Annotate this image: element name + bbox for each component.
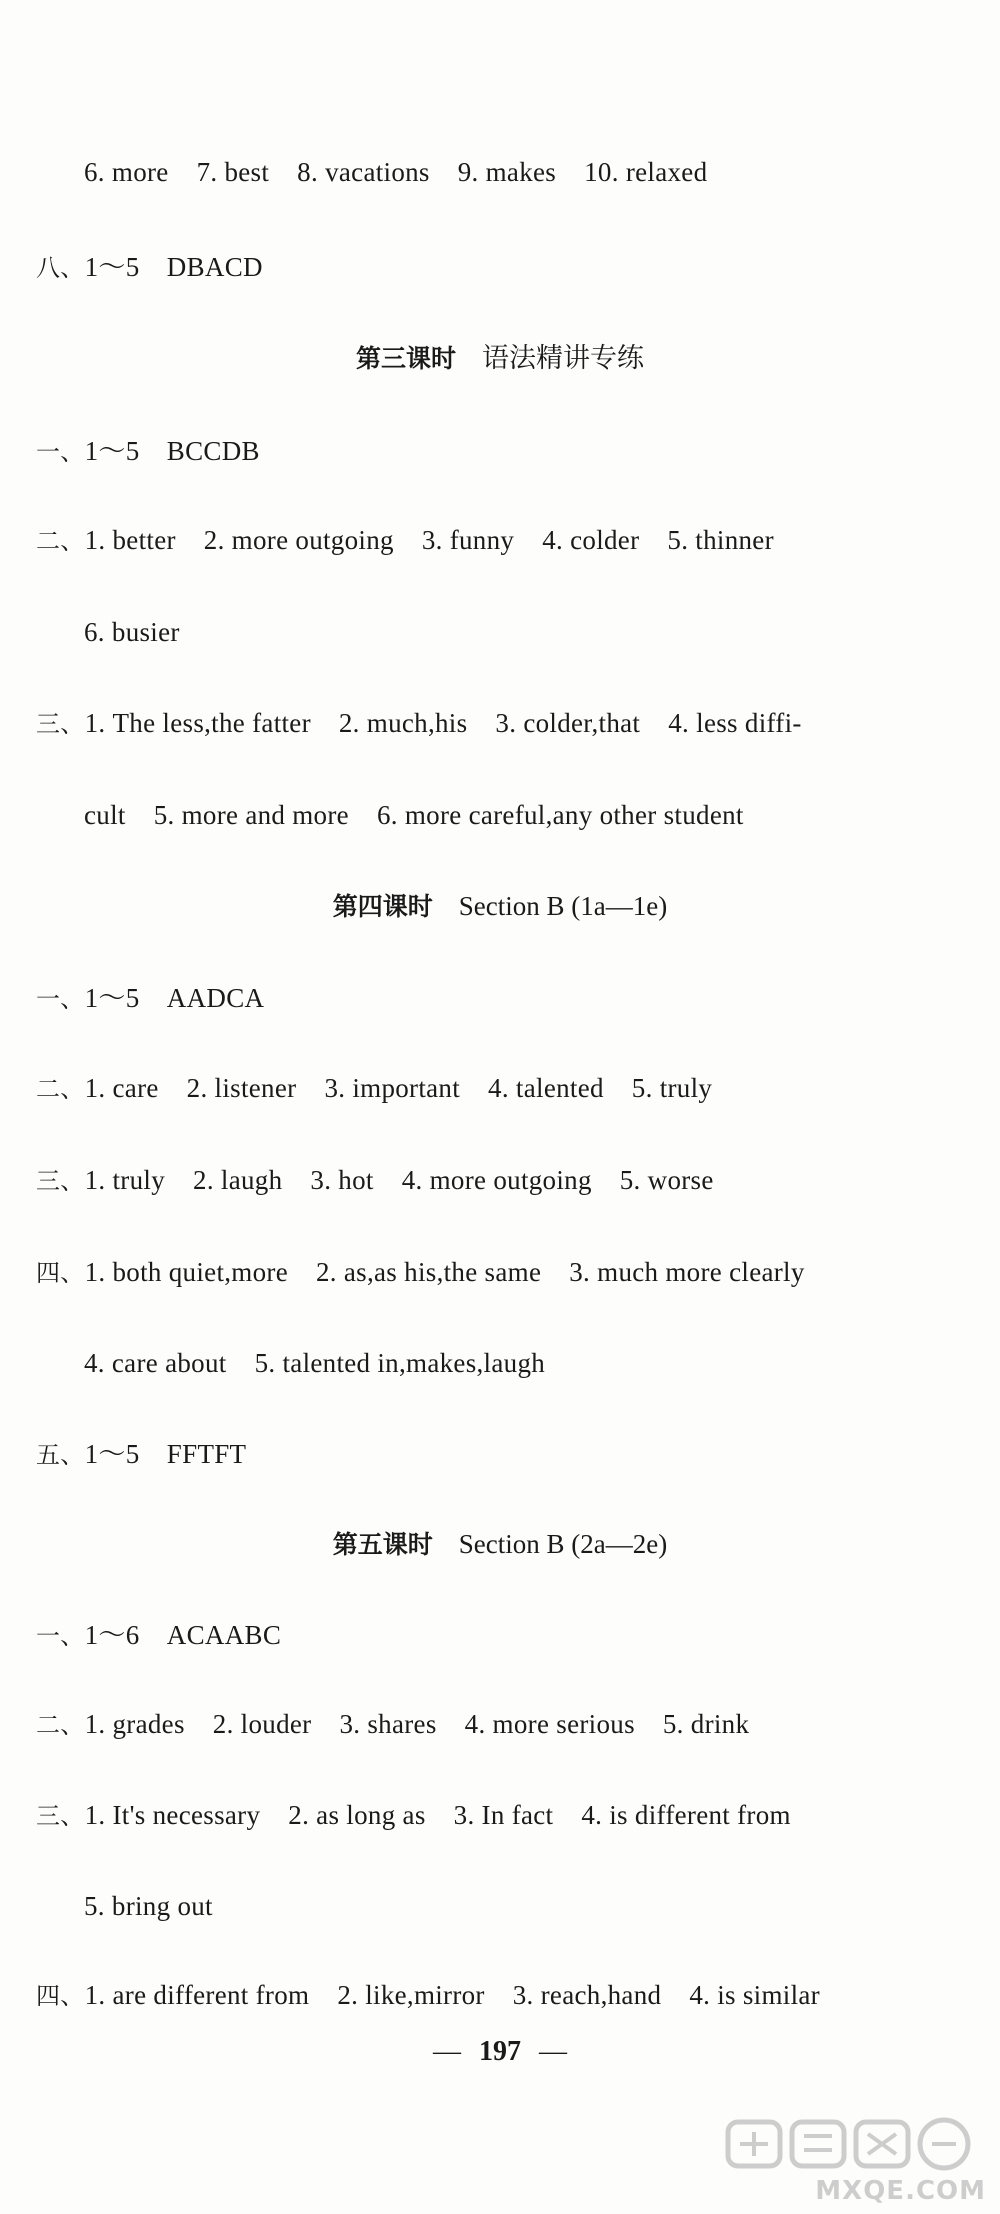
answer-item (36, 1978, 820, 2013)
question-number: 二、 (36, 527, 85, 555)
answer-text: 3. colder,that (495, 708, 641, 738)
answer-item (36, 981, 264, 1016)
answer-item (36, 1798, 791, 1833)
answer-continuation (84, 615, 180, 649)
answer-item (36, 1707, 749, 1742)
answer-text: 2. laugh (193, 1165, 283, 1195)
answer-text: 2. more outgoing (203, 525, 394, 555)
answer-text: 5. worse (619, 1165, 714, 1195)
question-number: 三、 (36, 1802, 85, 1830)
answer-item (36, 1255, 805, 1290)
answer-text: 6. busier (84, 617, 180, 647)
answer-text: 4. more serious (464, 1709, 635, 1739)
answer-text: 3. funny (421, 525, 515, 555)
answer-text: 9. makes (457, 157, 557, 187)
answer-text: 2. as,as his,the same (315, 1257, 542, 1287)
answer-continuation (84, 798, 744, 832)
section-heading (0, 341, 1000, 376)
watermark-text: MXQE.COM (815, 2176, 986, 2206)
answer-text: 3. hot (310, 1165, 374, 1195)
answer-text: 5. drink (662, 1709, 750, 1739)
answer-text: 4. is similar (689, 1980, 820, 2010)
answer-text: 1. better (84, 525, 176, 555)
question-number: 三、 (36, 1167, 85, 1195)
answer-text: 1～5 FFTFT (84, 1439, 247, 1469)
answer-text: 1. grades (84, 1709, 185, 1739)
question-number: 四、 (36, 1259, 85, 1287)
section-heading-topic: 语法精讲专练 (482, 343, 644, 373)
answer-item (36, 1071, 712, 1106)
answer-text: 1～5 AADCA (84, 983, 265, 1013)
answer-text: 1. It's necessary (84, 1800, 261, 1830)
answer-continuation (84, 1889, 213, 1923)
page-number-dash-left: — (433, 2036, 461, 2067)
answer-text: 1～5 BCCDB (84, 436, 260, 466)
answer-text: 1～5 DBACD (84, 252, 263, 282)
answer-text: 8. vacations (297, 157, 430, 187)
section-heading (0, 1527, 1000, 1562)
watermark-logo (716, 2116, 986, 2206)
answer-text: 1. truly (84, 1165, 166, 1195)
answer-text: 1. are different from (84, 1980, 310, 2010)
answer-text: 2. louder (212, 1709, 312, 1739)
answer-item (36, 523, 774, 558)
answer-item (36, 706, 802, 741)
answer-text: 2. listener (186, 1073, 297, 1103)
answer-text: 1. care (84, 1073, 159, 1103)
question-number: 一、 (36, 985, 85, 1013)
answer-text: 3. much more clearly (569, 1257, 805, 1287)
answer-text: 5. bring out (84, 1891, 213, 1921)
answer-item (36, 434, 260, 469)
question-number: 一、 (36, 1622, 85, 1650)
answer-text: 4. is different from (581, 1800, 791, 1830)
answer-text: 10. relaxed (584, 157, 708, 187)
question-number: 一、 (36, 438, 85, 466)
question-number: 四、 (36, 1982, 85, 2010)
question-number: 五、 (36, 1441, 85, 1469)
answer-continuation (84, 1346, 545, 1380)
section-heading-lesson: 第三课时 (355, 344, 456, 373)
answer-text: 5. talented in,makes,laugh (254, 1348, 546, 1378)
answer-text: 4. talented (488, 1073, 604, 1103)
answer-text: 5. thinner (667, 525, 774, 555)
page-number (0, 2036, 1000, 2068)
answer-text: 1. The less,the fatter (84, 708, 311, 738)
answer-logo-icon (722, 2116, 982, 2172)
answer-text: 4. more outgoing (401, 1165, 592, 1195)
section-heading-lesson: 第四课时 (332, 892, 433, 921)
answer-text: 6. more careful,any other student (376, 800, 744, 830)
answer-text: 2. as long as (288, 1800, 426, 1830)
answer-text: 3. reach,hand (512, 1980, 662, 2010)
answer-text: 4. colder (542, 525, 640, 555)
question-number: 二、 (36, 1075, 85, 1103)
section-heading-topic: Section B (2a—2e) (458, 1529, 668, 1559)
section-heading-topic: Section B (1a—1e) (458, 891, 668, 921)
answer-text: 4. less diffi- (668, 708, 802, 738)
answer-text: 5. more and more (153, 800, 349, 830)
answer-text: 5. truly (631, 1073, 713, 1103)
answer-text: 3. In fact (453, 1800, 554, 1830)
answer-item (36, 1618, 281, 1653)
answer-text: cult (84, 800, 126, 830)
answer-text: 1～6 ACAABC (84, 1620, 282, 1650)
page-number-value: 197 (479, 2036, 521, 2067)
answer-item (36, 250, 263, 285)
answer-text: 4. care about (84, 1348, 227, 1378)
answer-text: 3. important (324, 1073, 461, 1103)
answer-text: 7. best (196, 157, 270, 187)
section-heading-lesson: 第五课时 (332, 1530, 433, 1559)
answer-item (36, 1163, 714, 1198)
question-number: 二、 (36, 1711, 85, 1739)
answer-text: 1. both quiet,more (84, 1257, 288, 1287)
question-number: 三、 (36, 710, 85, 738)
answer-text: 6. more (84, 157, 169, 187)
question-number: 八、 (36, 254, 85, 282)
answer-text: 3. shares (339, 1709, 437, 1739)
answer-item (36, 1437, 246, 1472)
answer-text: 2. much,his (338, 708, 468, 738)
answer-continuation (84, 155, 707, 189)
page-number-dash-right: — (539, 2036, 567, 2067)
answer-text: 2. like,mirror (337, 1980, 485, 2010)
section-heading (0, 889, 1000, 924)
